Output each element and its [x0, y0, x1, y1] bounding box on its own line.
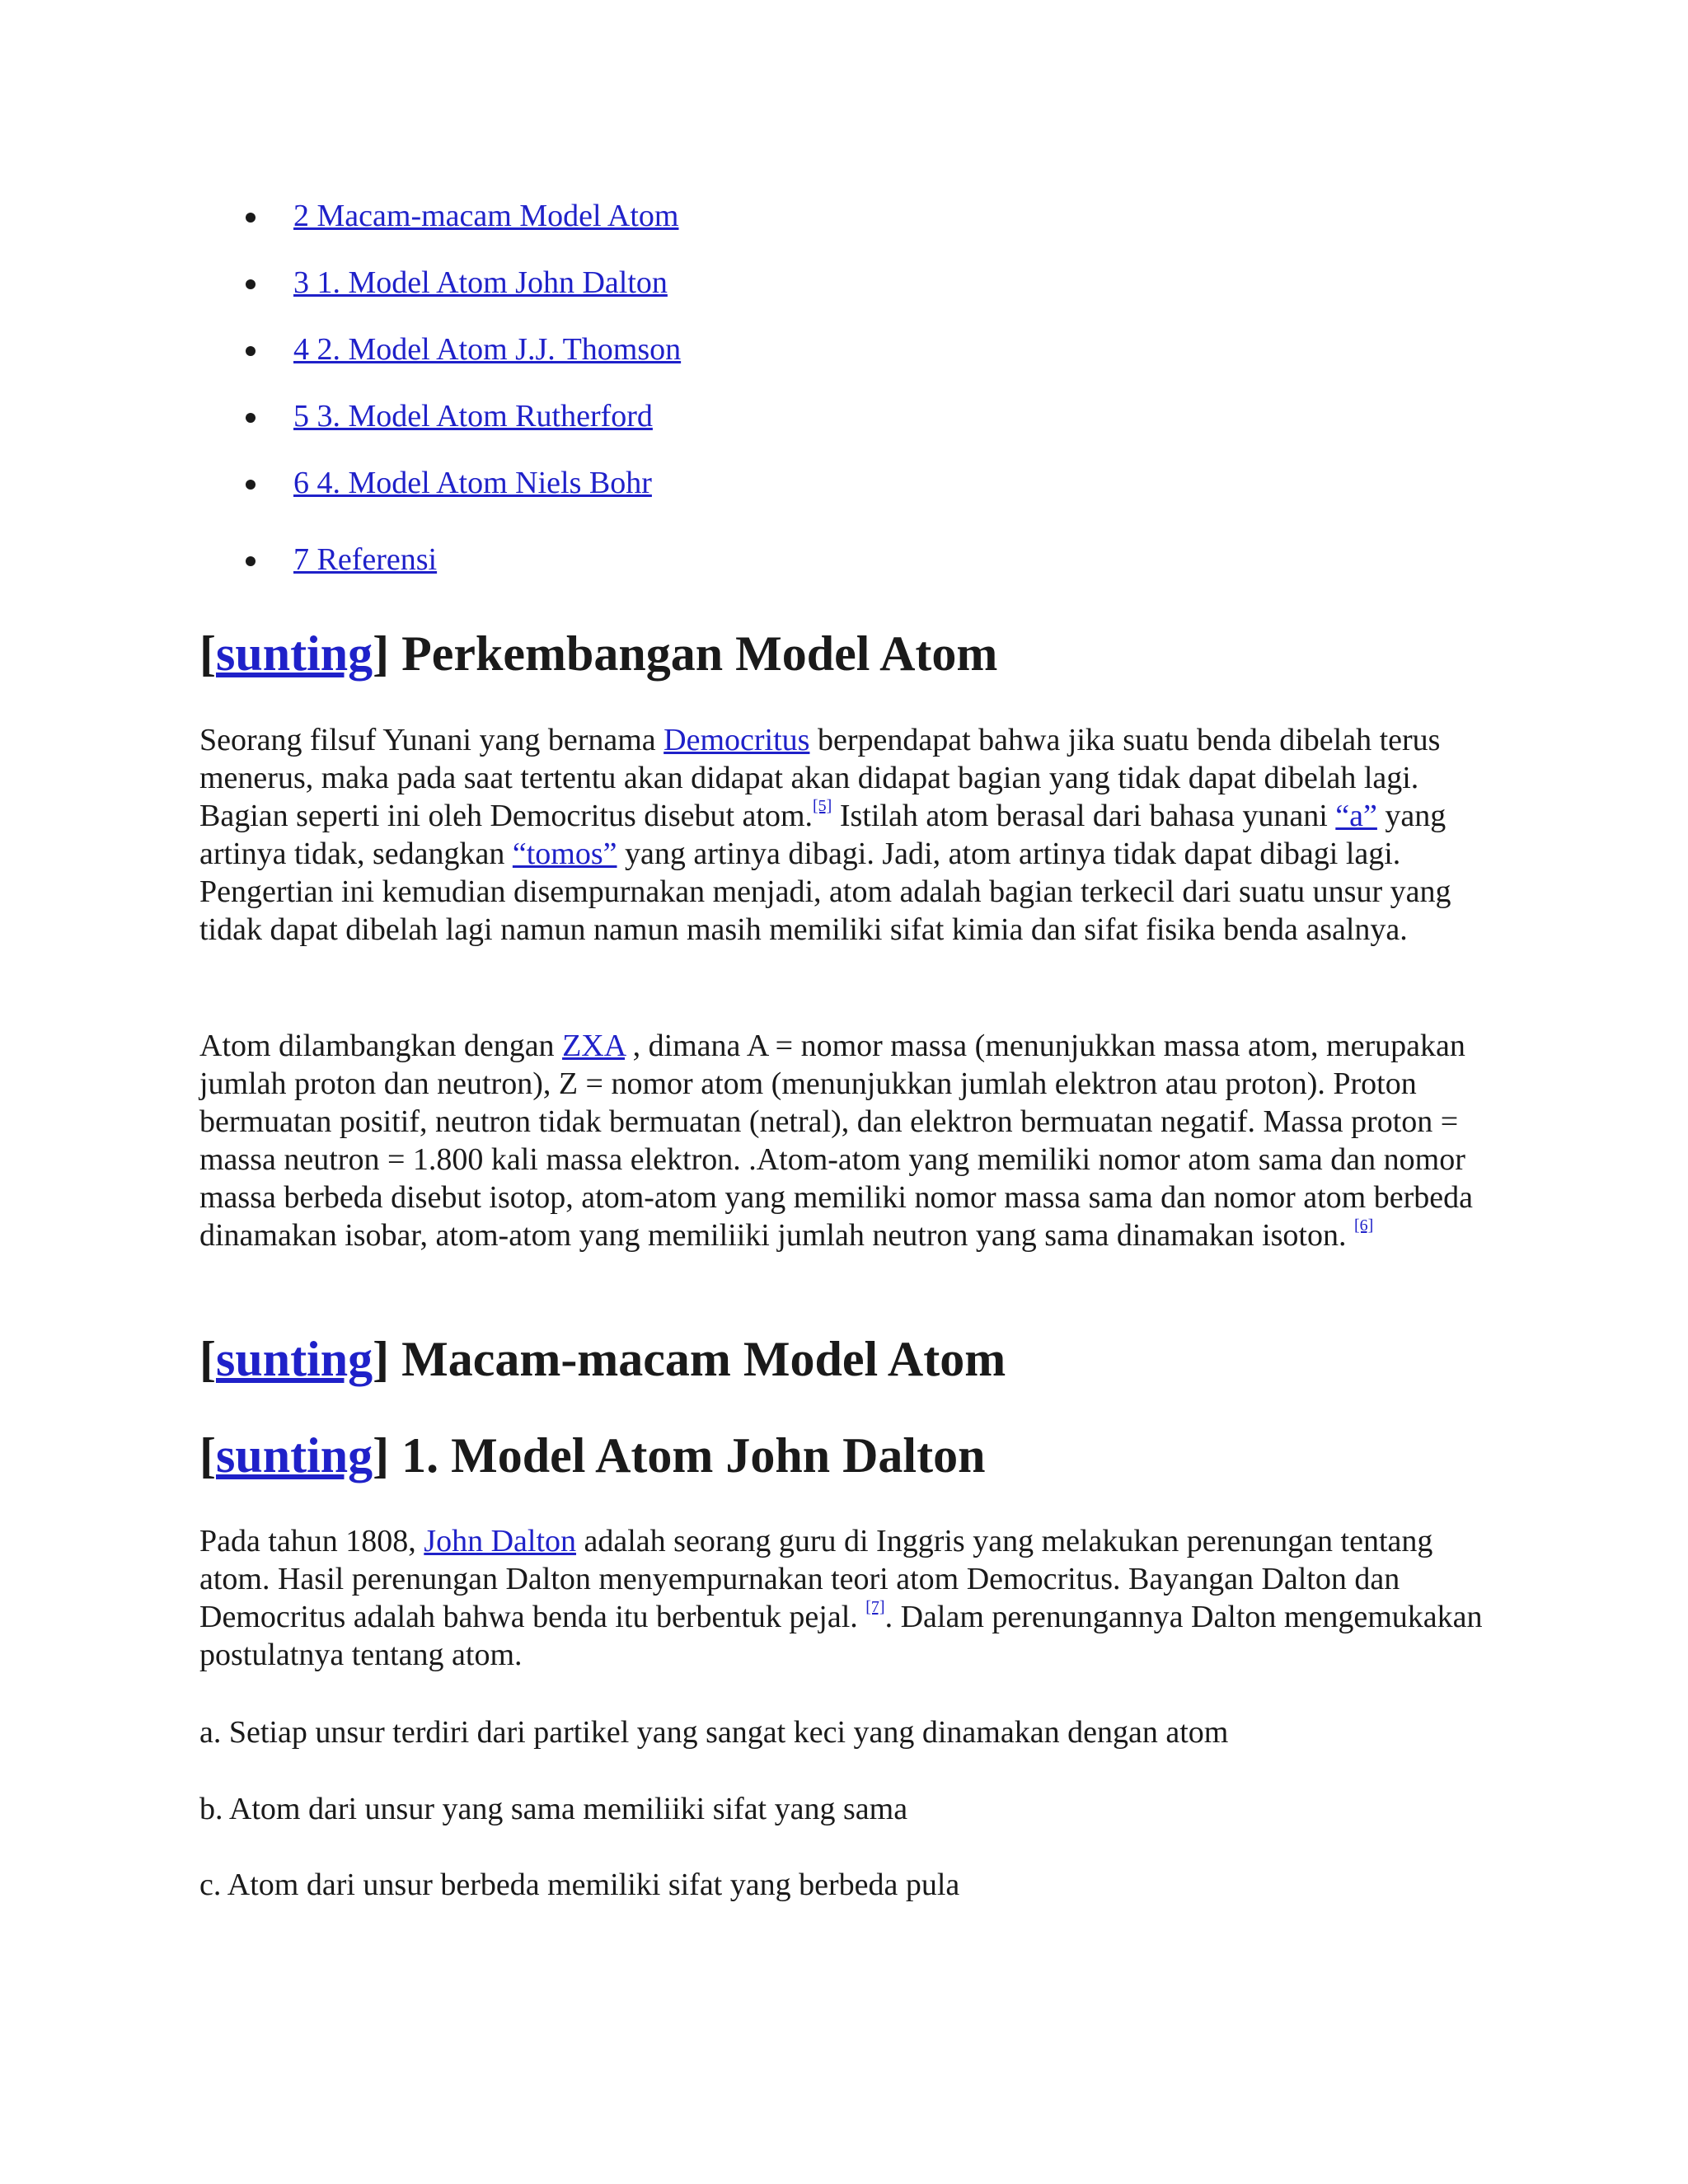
postulate-c: c. Atom dari unsur berbeda memiliki sifat yang berbeda pula — [199, 1868, 960, 1902]
ref-link[interactable]: [5] — [813, 797, 832, 816]
link-zxa[interactable]: ZXA — [562, 1029, 626, 1063]
paragraph-notation — [199, 1027, 1510, 1254]
heading-text: 1. Model Atom John Dalton — [401, 1428, 986, 1483]
text-run: Seorang filsuf Yunani yang bernama — [199, 723, 664, 757]
toc-item — [239, 398, 653, 434]
toc-link-thomson[interactable]: 4 2. Model Atom J.J. Thomson — [293, 332, 682, 367]
text-run: Atom dilambangkan dengan — [199, 1029, 563, 1063]
toc-item — [239, 198, 679, 234]
paragraph-dalton — [199, 1522, 1510, 1674]
edit-link[interactable]: sunting — [215, 1428, 373, 1483]
text-run: adalah seorang guru di Inggris yang melakukan perenungan tentang atom. Hasil perenungan Dalton menyempurnakan teori atom Democritus. Bayangan Dalton dan Democritus adalah bahwa benda itu berbentuk pejal. — [199, 1524, 1433, 1634]
link-democritus[interactable]: Democritus — [663, 723, 810, 757]
heading-text: Perkembangan Model Atom — [401, 626, 998, 681]
link-a[interactable]: “a” — [1335, 799, 1377, 833]
text-run: berpendapat bahwa jika suatu benda dibelah terus menerus, maka pada saat tertentu akan didapat akan didapat bagian yang tidak dapat dibelah lagi. Bagian seperti ini oleh Democritus disebut atom. — [199, 723, 1441, 833]
text-run: , dimana A = nomor massa (menunjukkan massa atom, merupakan jumlah proton dan neutron), Z = nomor atom (menunjukkan jumlah elektron atau proton). Proton bermuatan positif, neutron tidak bermuatan (netral), dan elektron bermuatan negatif. Massa proton = massa neutron = 1.800 kali massa elektron. .Atom-atom yang memiliki nomor atom sama dan nomor massa berbeda disebut isotop, atom-atom yang memiliki nomor massa sama dan nomor atom berbeda dinamakan isobar, atom-atom yang memiliiki jumlah neutron yang sama dinamakan isoton. — [199, 1029, 1473, 1253]
heading-perkembangan: [sunting] Perkembangan Model Atom — [199, 626, 998, 681]
ref-link[interactable]: [6] — [1354, 1216, 1374, 1235]
bullet-icon — [246, 213, 256, 223]
bullet-icon — [246, 480, 256, 490]
paragraph-democritus — [199, 721, 1510, 949]
toc-link-dalton[interactable]: 3 1. Model Atom John Dalton — [293, 265, 668, 300]
toc-item — [239, 265, 668, 301]
text-run: yang artinya tidak, sedangkan — [199, 799, 1447, 871]
edit-link[interactable]: sunting — [215, 626, 373, 681]
heading-dalton: [sunting] 1. Model Atom John Dalton — [199, 1428, 986, 1483]
postulate-b: b. Atom dari unsur yang sama memiliiki sifat yang sama — [199, 1792, 908, 1826]
toc-link-macam[interactable]: 2 Macam-macam Model Atom — [293, 199, 679, 233]
bullet-icon — [246, 346, 256, 356]
heading-macam: [sunting] Macam-macam Model Atom — [199, 1332, 1006, 1386]
text-run: . Dalam perenungannya Dalton mengemukakan postulatnya tentang atom. — [199, 1600, 1483, 1672]
link-john-dalton[interactable]: John Dalton — [424, 1524, 577, 1558]
heading-text: Macam-macam Model Atom — [401, 1332, 1006, 1386]
bullet-icon — [246, 413, 256, 423]
toc-link-rutherford[interactable]: 5 3. Model Atom Rutherford — [293, 399, 653, 434]
link-tomos[interactable]: “tomos” — [512, 837, 617, 871]
bullet-icon — [246, 556, 256, 566]
toc-item — [239, 541, 437, 578]
text-run: yang artinya dibagi. Jadi, atom artinya tidak dapat dibagi lagi. Pengertian ini kemudian disempurnakan menjadi, atom adalah bagian terkecil dari suatu unsur yang tidak dapat dibelah lagi namun namun masih memiliki sifat kimia dan sifat fisika benda asalnya. — [199, 837, 1451, 947]
postulate-a: a. Setiap unsur terdiri dari partikel yang sangat keci yang dinamakan dengan atom — [199, 1715, 1229, 1750]
bullet-icon — [246, 279, 256, 289]
ref-link[interactable]: [7] — [865, 1598, 885, 1617]
toc-link-referensi[interactable]: 7 Referensi — [293, 542, 438, 577]
edit-link[interactable]: sunting — [215, 1332, 373, 1386]
toc-item — [239, 331, 681, 368]
text-run: Pada tahun 1808, — [199, 1524, 424, 1558]
toc-link-bohr[interactable]: 6 4. Model Atom Niels Bohr — [293, 466, 652, 500]
text-run: Istilah atom berasal dari bahasa yunani — [832, 799, 1336, 833]
toc-item — [239, 465, 652, 501]
